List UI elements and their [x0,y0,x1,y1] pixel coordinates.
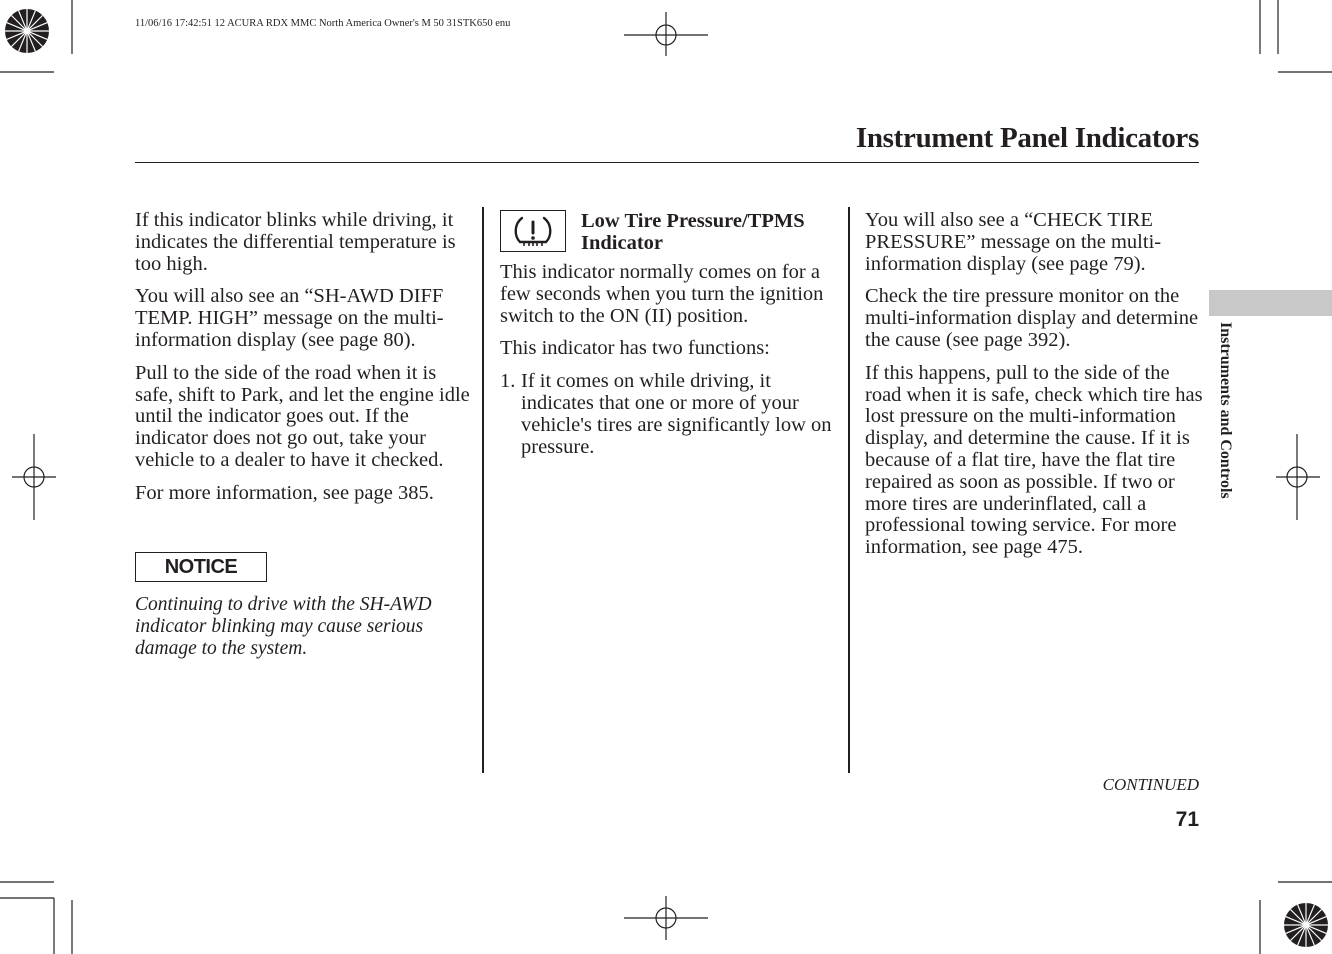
paragraph: Check the tire pressure monitor on the multi-information display and determine the cause (see page 392). [865,285,1199,351]
notice-text: Continuing to drive with the SH-AWD indicator blinking may cause serious damage to the system. [135,594,432,659]
page-title: Instrument Panel Indicators [855,122,1199,154]
list-item [500,371,835,458]
paragraph: If this indicator blinks while driving, it indicates the differential temperature is too high. [135,209,456,275]
column-1 [135,210,473,516]
paragraph: Pull to the side of the road when it is safe, shift to Park, and let the engine idle until the indicator goes out. If the indicator does not go out, take your vehicle to a dealer to have it checked. [135,361,470,471]
print-info-line: 11/06/16 17:42:51 12 ACURA RDX MMC North America Owner's M 50 31STK650 enu [135,18,511,29]
paragraph: This indicator normally comes on for a few seconds when you turn the ignition switch to the ON (II) position. [500,261,824,327]
column-divider [482,207,484,773]
indicator-heading: Low Tire Pressure/TPMS Indicator [581,210,805,254]
paragraph: This indicator has two functions: [500,337,770,360]
tpms-warning-icon [511,214,555,248]
column-2 [500,262,835,458]
page-number: 71 [1175,808,1199,831]
paragraph: For more information, see page 385. [135,481,434,504]
notice-label: NOTICE [135,552,267,582]
indicator-icon-box [500,210,566,252]
paragraph: You will also see an “SH-AWD DIFF TEMP. HIGH” message on the multi-information display (see page 80). [135,285,444,351]
paragraph: You will also see a “CHECK TIRE PRESSURE” message on the multi-information display (see page 79). [865,209,1162,275]
paragraph: If this happens, pull to the side of the road when it is safe, check which tire has lost pressure on the multi-information display, and determine the cause. If it is because of a flat tire, have the flat tire repaired as soon as possible. If two or more tires are underinflated, call a professional towing service. For more information, see page 475. [865,361,1203,559]
column-3 [865,210,1203,570]
section-tab [1209,290,1332,316]
title-divider [135,162,1199,163]
section-tab-label: Instruments and Controls [1217,322,1234,499]
continued-label: CONTINUED [1102,775,1199,794]
list-text: If it comes on while driving, it indicates that one or more of your vehicle's tires are significantly low on pressure. [521,370,832,458]
list-number: 1. [500,370,516,393]
column-divider [848,207,850,773]
